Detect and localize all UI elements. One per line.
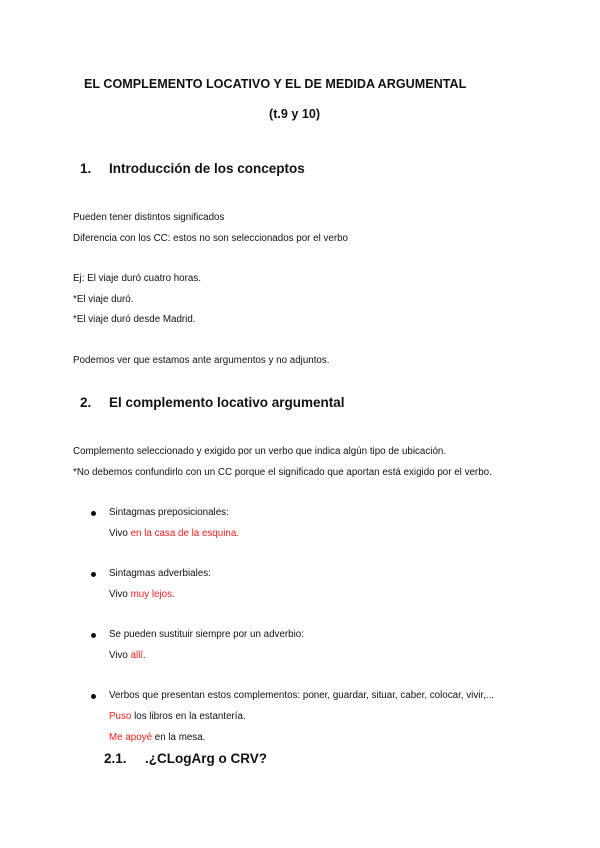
bullet-icon [91, 694, 96, 699]
bullet-example [109, 732, 205, 744]
bullet-label: Sintagmas preposicionales: [109, 507, 229, 518]
document-subtitle: (t.9 y 10) [269, 107, 321, 121]
bullet-example [109, 650, 146, 662]
document-title: EL COMPLEMENTO LOCATIVO Y EL DE MEDIDA ARGUMENTAL [84, 77, 467, 91]
example-plain: Vivo [109, 528, 131, 539]
bullet-icon [91, 633, 96, 638]
example-plain: Vivo [109, 589, 131, 600]
example-plain: Vivo [109, 650, 131, 661]
subsection-number: 2.1. [104, 751, 127, 766]
paragraph-line: Diferencia con los CC: estos no son seleccionados por el verbo [73, 233, 349, 244]
bullet-label: Se pueden sustituir siempre por un adverbio: [109, 629, 304, 640]
section-1-number: 1. [80, 161, 92, 176]
paragraph-line: *El viaje duró. [73, 294, 134, 305]
bullet-icon [91, 572, 96, 577]
example-highlight: Me apoyé [109, 732, 153, 743]
bullet-example [109, 711, 246, 723]
example-highlight: en la casa de la esquina. [130, 528, 239, 539]
example-plain: los libros en la estantería. [131, 711, 246, 722]
example-highlight: Puso [109, 711, 132, 722]
paragraph-line: *No debemos confundirlo con un CC porque el significado que aportan está exigido por el verbo. [73, 467, 492, 478]
bullet-label: Verbos que presentan estos complementos: poner, guardar, situar, caber, colocar, vivir,... [109, 690, 495, 701]
section-2-heading: El complemento locativo argumental [109, 395, 345, 410]
section-2-number: 2. [80, 395, 92, 410]
paragraph-line: Podemos ver que estamos ante argumentos y no adjuntos. [73, 355, 330, 366]
example-highlight: allí. [130, 650, 146, 661]
paragraph-line: Complemento seleccionado y exigido por un verbo que indica algún tipo de ubicación. [73, 446, 447, 457]
example-highlight: muy lejos. [130, 589, 175, 600]
bullet-label: Sintagmas adverbiales: [109, 568, 211, 579]
bullet-example [109, 528, 239, 540]
paragraph-line: Pueden tener distintos significados [73, 212, 225, 223]
subsection-heading: .¿CLogArg o CRV? [145, 751, 267, 766]
bullet-icon [91, 511, 96, 516]
paragraph-line: Ej: El viaje duró cuatro horas. [73, 273, 201, 284]
example-plain: en la mesa. [152, 732, 206, 743]
paragraph-line: *El viaje duró desde Madrid. [73, 314, 196, 325]
section-1-heading: Introducción de los conceptos [109, 161, 305, 176]
bullet-example [109, 589, 175, 601]
